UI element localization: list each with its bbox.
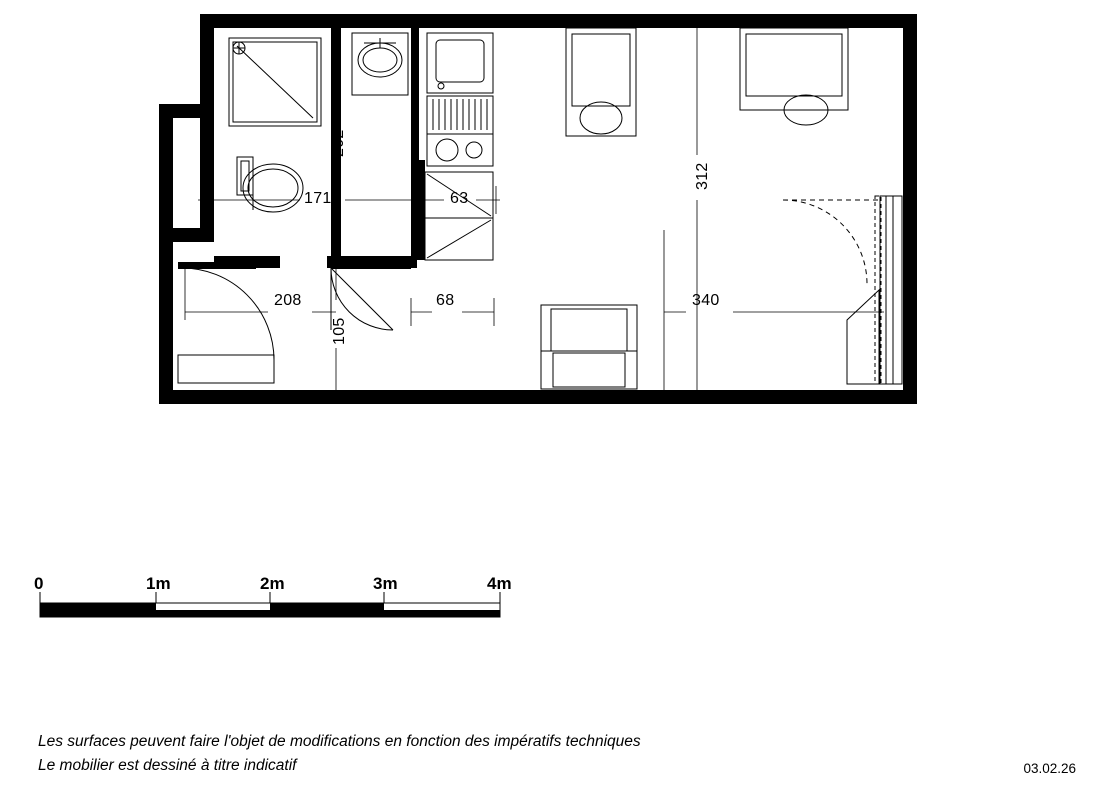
toilet [237, 157, 303, 212]
footer-note-line1: Les surfaces peuvent faire l'objet de modifications en fonction des impératifs techniques [38, 733, 641, 750]
dimension-label-202: 202 [330, 129, 347, 157]
scale-tick-2m: 2m [260, 574, 285, 593]
dimension-label-171: 171 [304, 190, 332, 207]
bed-left [566, 28, 636, 136]
footer-date: 03.02.26 [1023, 761, 1076, 776]
scale-tick-3m: 3m [373, 574, 398, 593]
scale-bar-graphic [40, 592, 500, 617]
dimension-label-68: 68 [436, 292, 455, 309]
dimension-label-105: 105 [331, 317, 348, 345]
armchair [541, 305, 637, 389]
dimension-label-63: 63 [450, 190, 469, 207]
dimension-label-208: 208 [274, 292, 302, 309]
dimension-lines [185, 28, 884, 390]
kitchen-block [427, 33, 493, 166]
footer-note-line2: Le mobilier est dessiné à titre indicatif [38, 757, 297, 774]
washbasin [352, 33, 408, 95]
fixtures-group [178, 28, 902, 389]
storage-cupboard [425, 172, 493, 260]
dimension-label-312: 312 [694, 162, 711, 190]
scale-tick-0: 0 [34, 574, 44, 593]
scale-tick-1m: 1m [146, 574, 171, 593]
scale-tick-4m: 4m [487, 574, 512, 593]
bed-right [740, 28, 848, 125]
dimension-label-340: 340 [692, 292, 720, 309]
